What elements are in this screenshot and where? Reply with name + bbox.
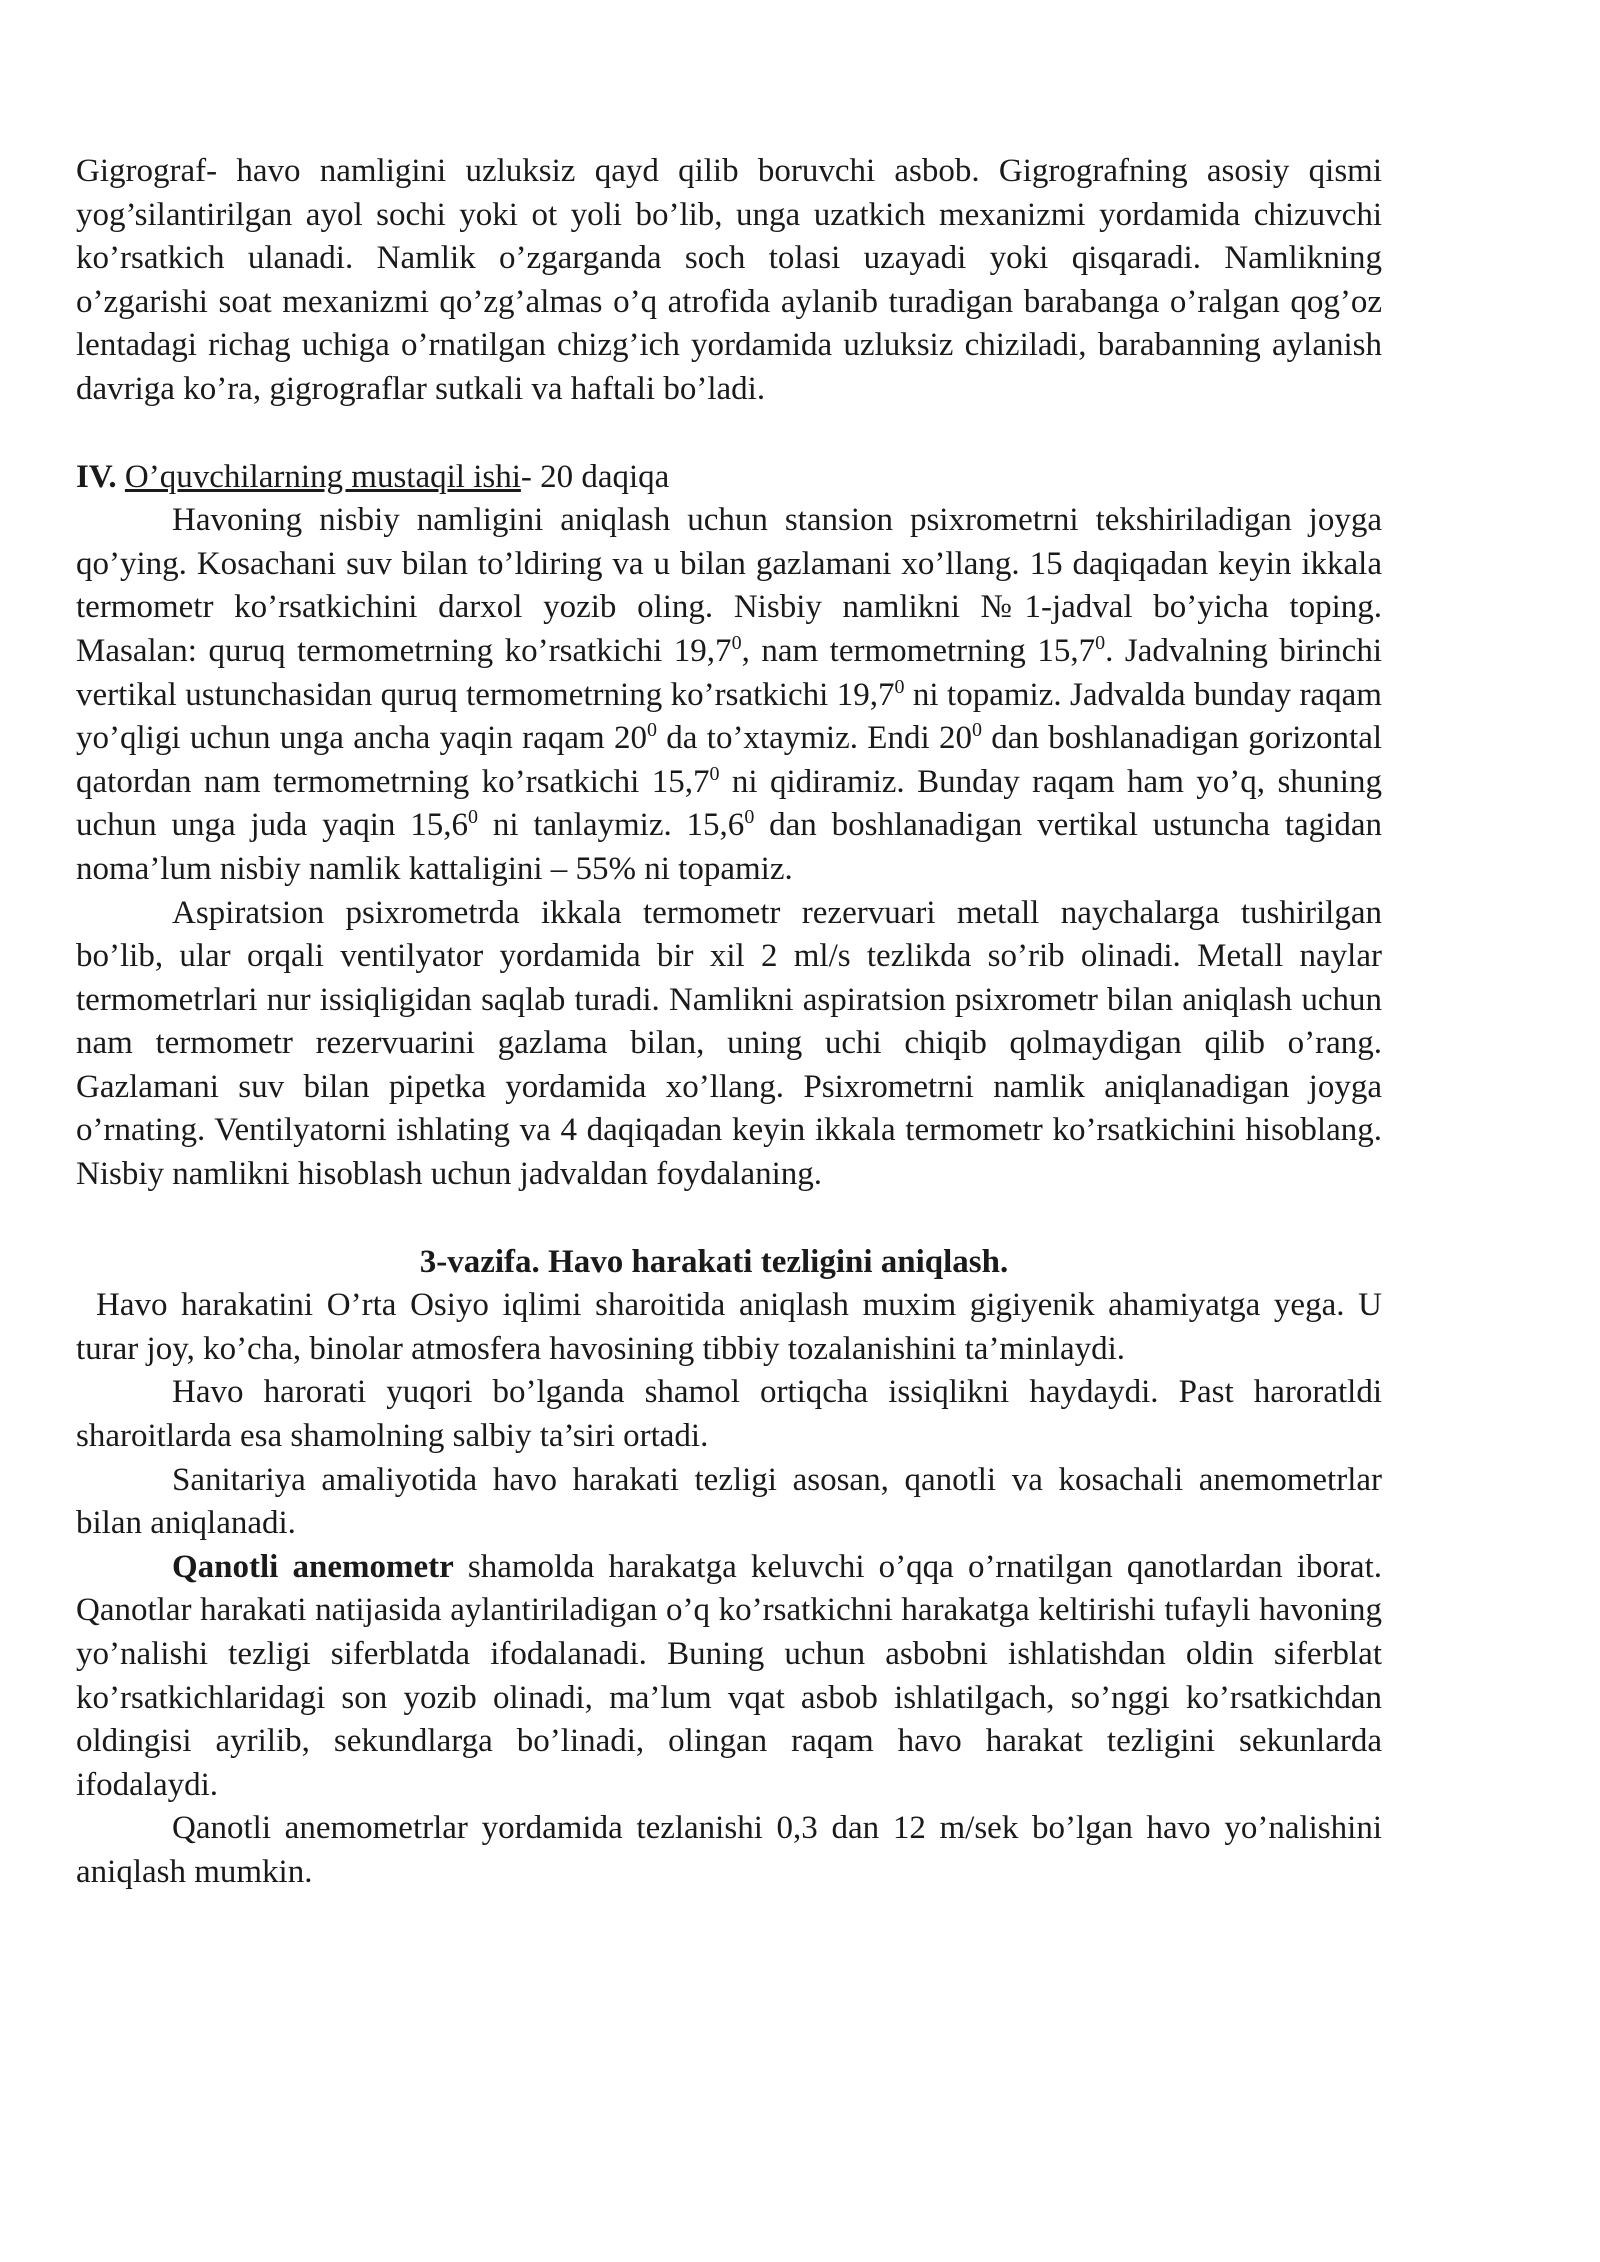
paragraph-sanitary-practice: Sanitariya amaliyotida havo harakati tezligi asosan, qanotli va kosachali anemometrlar bilan aniqlanadi. (76, 1461, 1382, 1542)
section-title: O’quvchilarning mustaqil ishi (124, 458, 521, 495)
paragraph-temperature-wind: Havo harorati yuqori bo’lganda shamol ortiqcha issiqlikni haydaydi. Past haroratldi sharoitlarda esa shamolning salbiy ta’siri ortadi. (76, 1374, 1382, 1455)
paragraph-vane-anemometer: Qanotli anemometr shamolda harakatga keluvchi o’qqa o’rnatilgan qanotlardan iborat. Qanotlar harakati natijasida aylantiriladigan o’q ko’rsatkichni harakatga keltirishi tufayli havoning yo’nalishi tezligi siferblatda ifodalanadi. Buning uchun asbobni ishlatishdan oldin siferblat ko’rsatkichlaridagi son yozib olinadi, ma’lum vqat asbob ishlatilgach, so’nggi ko’rsatkichdan oldingisi ayrilib, sekundlarga bo’linadi, olingan raqam havo harakat tezligini sekunlarda ifodalaydi. (76, 1548, 1382, 1803)
degree-mark: 0 (468, 806, 479, 829)
degree-mark: 0 (731, 631, 742, 654)
paragraph-anemometer-range: Qanotli anemometrlar yordamida tezlanishi 0,3 dan 12 m/sek bo’lgan havo yo’nalishini aniqlash mumkin. (76, 1810, 1382, 1890)
degree-mark: 0 (971, 719, 982, 742)
section-4-heading (76, 456, 1382, 500)
section-number: IV. (76, 458, 117, 495)
section-duration: - 20 daqiqa (520, 458, 670, 495)
degree-mark: 0 (744, 806, 755, 829)
degree-mark: 0 (709, 762, 720, 785)
degree-mark: 0 (894, 675, 905, 698)
paragraph-hygrograph: Gigrograf- havo namligini uzluksiz qayd qilib boruvchi asbob. Gigrografning asosiy qismi yog’silantirilgan ayol sochi yoki ot yoli bo’lib, unga uzatkich mexanizmi yordamida chizuvchi ko’rsatkich ulanadi. Namlik o’zgarganda soch tolasi uzayadi yoki qisqaradi. Namlikning o’zgarishi soat mexanizmi qo’zg’almas o’q atrofida aylanib turadigan barabanga o’ralgan qog’oz lentadagi richag uchiga o’rnatilgan chizg’ich yordamida uzluksiz chiziladi, barabanning aylanish davriga ko’ra, gigrograflar sutkali va haftali bo’ladi. (76, 153, 1382, 407)
degree-mark: 0 (646, 719, 657, 742)
degree-mark: 0 (1095, 631, 1106, 654)
paragraph-air-movement: Havo harakatini O’rta Osiyo iqlimi sharoitida aniqlash muxim gigiyenik ahamiyatga yega. U turar joy, ko’cha, binolar atmosfera havosining tibbiy tozalanishini ta’minlaydi. (76, 1287, 1382, 1367)
paragraph-stationary-psychrometer: Havoning nisbiy namligini aniqlash uchun stansion psixrometrni tekshiriladigan joyga qo’ying. Kosachani suv bilan to’ldiring va u bilan gazlamani xo’llang. 15 daqiqadan keyin ikkala termometr ko’rsatkichini darxol yozib oling. Nisbiy namlikni №1-jadval bo’yicha toping. Masalan: quruq termometrning ko’rsatkichi 19,7$^0$, nam termometrning 15,7$^0$. Jadvalning birinchi vertikal ustunchasidan quruq termometrning ko’rsatkichi 19,7$^0$ ni topamiz. Jadvalda bunday raqam yo’qligi uchun unga ancha yaqin raqam $20^0$ da to’xtaymiz. Endi $20^0$ dan boshlanadigan gorizontal qatordan nam termometrning ko’rsatkichi 15,7$^0$ ni qidiramiz. Bunday raqam ham yo’q, shuning uchun unga juda yaqin 15,6$^0$ ni tanlaymiz. 15,6$^0$ dan boshlanadigan vertikal ustuncha tagidan noma’lum nisbiy namlik kattaligini – 55% ni topamiz. (76, 502, 1383, 887)
document-page (76, 150, 1382, 1895)
task-3-heading: 3-vazifa. Havo harakati tezligini aniqlash. (419, 1243, 1009, 1280)
paragraph-aspiration-psychrometer: Aspiratsion psixrometrda ikkala termometr rezervuari metall naychalarga tushirilgan bo’lib, ular orqali ventilyator yordamida bir xil 2 ml/s tezlikda so’rib olinadi. Metall naylar termometrlari nur issiqligidan saqlab turadi. Namlikni aspiratsion psixrometr bilan aniqlash uchun nam termometr rezervuarini gazlama bilan, uning uchi chiqib qolmaydigan qilib o’rang. Gazlamani suv bilan pipetka yordamida xo’llang. Psixrometrni namlik aniqlanadigan joyga o’rnating. Ventilyatorni ishlating va 4 daqiqadan keyin ikkala termometr ko’rsatkichini hisoblang. Nisbiy namlikni hisoblash uchun jadvaldan foydalaning. (76, 894, 1382, 1193)
term-vane-anemometer: Qanotli anemometr (172, 1548, 454, 1585)
